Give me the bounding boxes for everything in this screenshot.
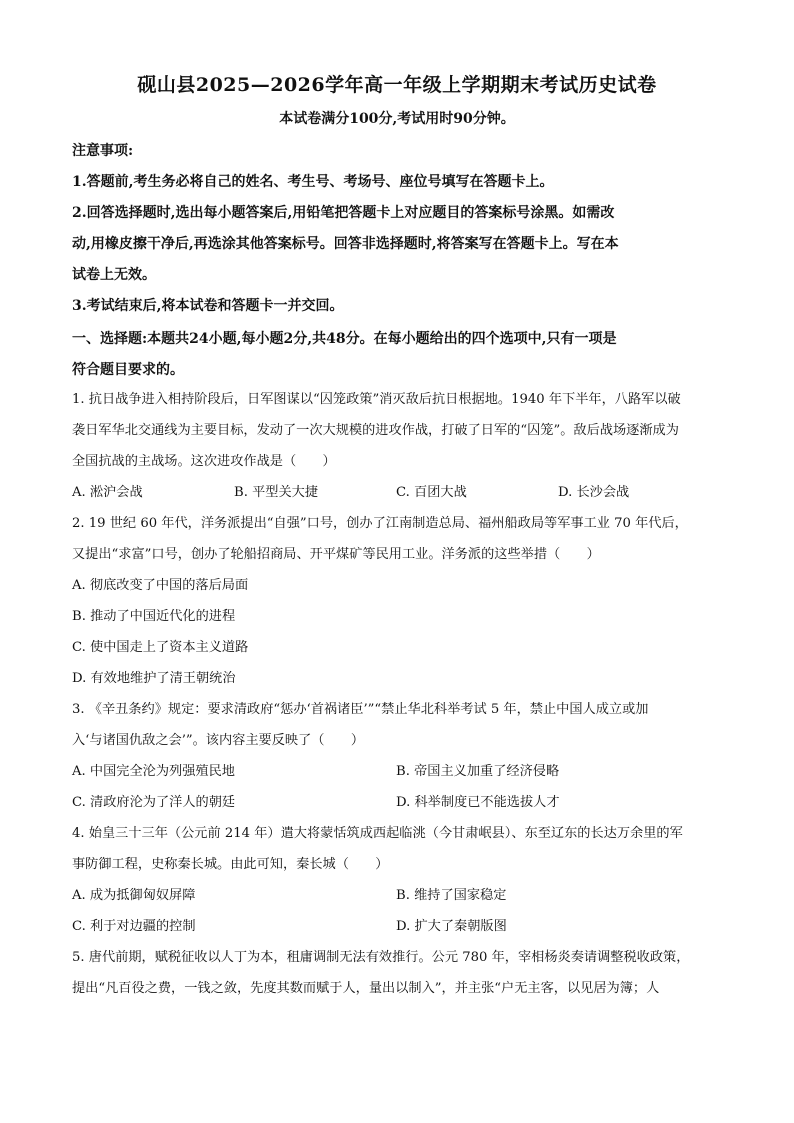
question-4 <box>72 818 724 942</box>
questions-list <box>72 384 724 1004</box>
option-b: B. 平型关大捷 <box>234 485 319 500</box>
section-heading <box>72 324 724 386</box>
options-row <box>72 880 724 911</box>
section-line: 一、选择题:本题共24小题,每小题2分,共48分。在每小题给出的四个选项中,只有一项是 <box>72 331 617 347</box>
option-a: A. 淞沪会战 <box>72 485 143 500</box>
option-a: A. 成为抵御匈奴屏障 <box>72 888 196 903</box>
option-a: A. 彻底改变了中国的落后局面 <box>72 578 249 593</box>
option-b: B. 帝国主义加重了经济侵略 <box>396 764 560 779</box>
question-line: 2. 19 世纪 60 年代，洋务派提出“自强”口号，创办了江南制造总局、福州船政局等军事工业 70 年代后， <box>72 516 688 531</box>
question-3 <box>72 694 724 818</box>
question-line: 事防御工程，史称秦长城。由此可知，秦长城（ ） <box>72 857 389 872</box>
option-b: B. 推动了中国近代化的进程 <box>72 609 236 624</box>
question-line: 入‘与诸国仇敌之会’”。该内容主要反映了（ ） <box>72 733 365 748</box>
note-line: 动,用橡皮擦干净后,再选涂其他答案标号。回答非选择题时,将答案写在答题卡上。写在本 <box>72 236 619 252</box>
question-5 <box>72 942 724 1004</box>
options-row <box>72 911 724 942</box>
question-2 <box>72 508 724 694</box>
note-line: 2.回答选择题时,选出每小题答案后,用铅笔把答题卡上对应题目的答案标号涂黑。如需改 <box>72 205 615 221</box>
question-line: 3. 《辛丑条约》规定：要求清政府“惩办‘首祸诸臣’”“禁止华北科举考试 5 年，禁止中国人成立或加 <box>72 702 649 717</box>
option-d: D. 科举制度已不能选拔人才 <box>396 795 560 810</box>
page-title: 砚山县2025—2026学年高一年级上学期期末考试历史试卷 <box>137 74 657 96</box>
question-line: 5. 唐代前期，赋税征收以人丁为本，租庸调制无法有效推行。公元 780 年，宰相杨炎奏请调整税收政策， <box>72 950 690 965</box>
option-c: C. 利于对边疆的控制 <box>72 919 196 934</box>
option-a: A. 中国完全沦为列强殖民地 <box>72 764 235 779</box>
question-1 <box>72 384 724 508</box>
options-row <box>72 756 724 787</box>
notes-heading: 注意事项: <box>72 143 134 159</box>
option-d: D. 长沙会战 <box>558 485 630 500</box>
question-line: 提出“凡百役之费，一钱之敛，先度其数而赋于人，量出以制入”，并主张“户无主客，以见居为簿；人 <box>72 981 660 996</box>
options-row <box>72 477 724 508</box>
question-line: 1. 抗日战争进入相持阶段后，日军图谋以“囚笼政策”消灭敌后抗日根据地。1940 年下半年，八路军以破 <box>72 392 681 407</box>
note-line: 试卷上无效。 <box>72 267 156 283</box>
option-d: D. 扩大了秦朝版图 <box>396 919 507 934</box>
note-line: 1.答题前,考生务必将自己的姓名、考生号、考场号、座位号填写在答题卡上。 <box>72 174 554 190</box>
notes-block <box>72 136 724 322</box>
question-line: 又提出“求富”口号，创办了轮船招商局、开平煤矿等民用工业。洋务派的这些举措（ ） <box>72 547 600 562</box>
option-b: B. 维持了国家稳定 <box>396 888 507 903</box>
option-d: D. 有效地维护了清王朝统治 <box>72 671 236 686</box>
section-line: 符合题目要求的。 <box>72 362 184 378</box>
question-line: 袭日军华北交通线为主要目标，发动了一次大规模的进攻作战，打破了日军的“囚笼”。敌后战场逐渐成为 <box>72 423 679 438</box>
question-line: 全国抗战的主战场。这次进攻作战是（ ） <box>72 454 336 469</box>
options-row <box>72 787 724 818</box>
option-c: C. 百团大战 <box>396 485 467 500</box>
note-line: 3.考试结束后,将本试卷和答题卡一并交回。 <box>72 298 344 314</box>
question-line: 4. 始皇三十三年（公元前 214 年）遣大将蒙恬筑成西起临洮（今甘肃岷县）、东至辽东的长达万余里的军 <box>72 826 683 841</box>
exam-info: 本试卷满分100分,考试用时90分钟。 <box>279 111 515 127</box>
option-c: C. 清政府沦为了洋人的朝廷 <box>72 795 236 810</box>
option-c: C. 使中国走上了资本主义道路 <box>72 640 249 655</box>
